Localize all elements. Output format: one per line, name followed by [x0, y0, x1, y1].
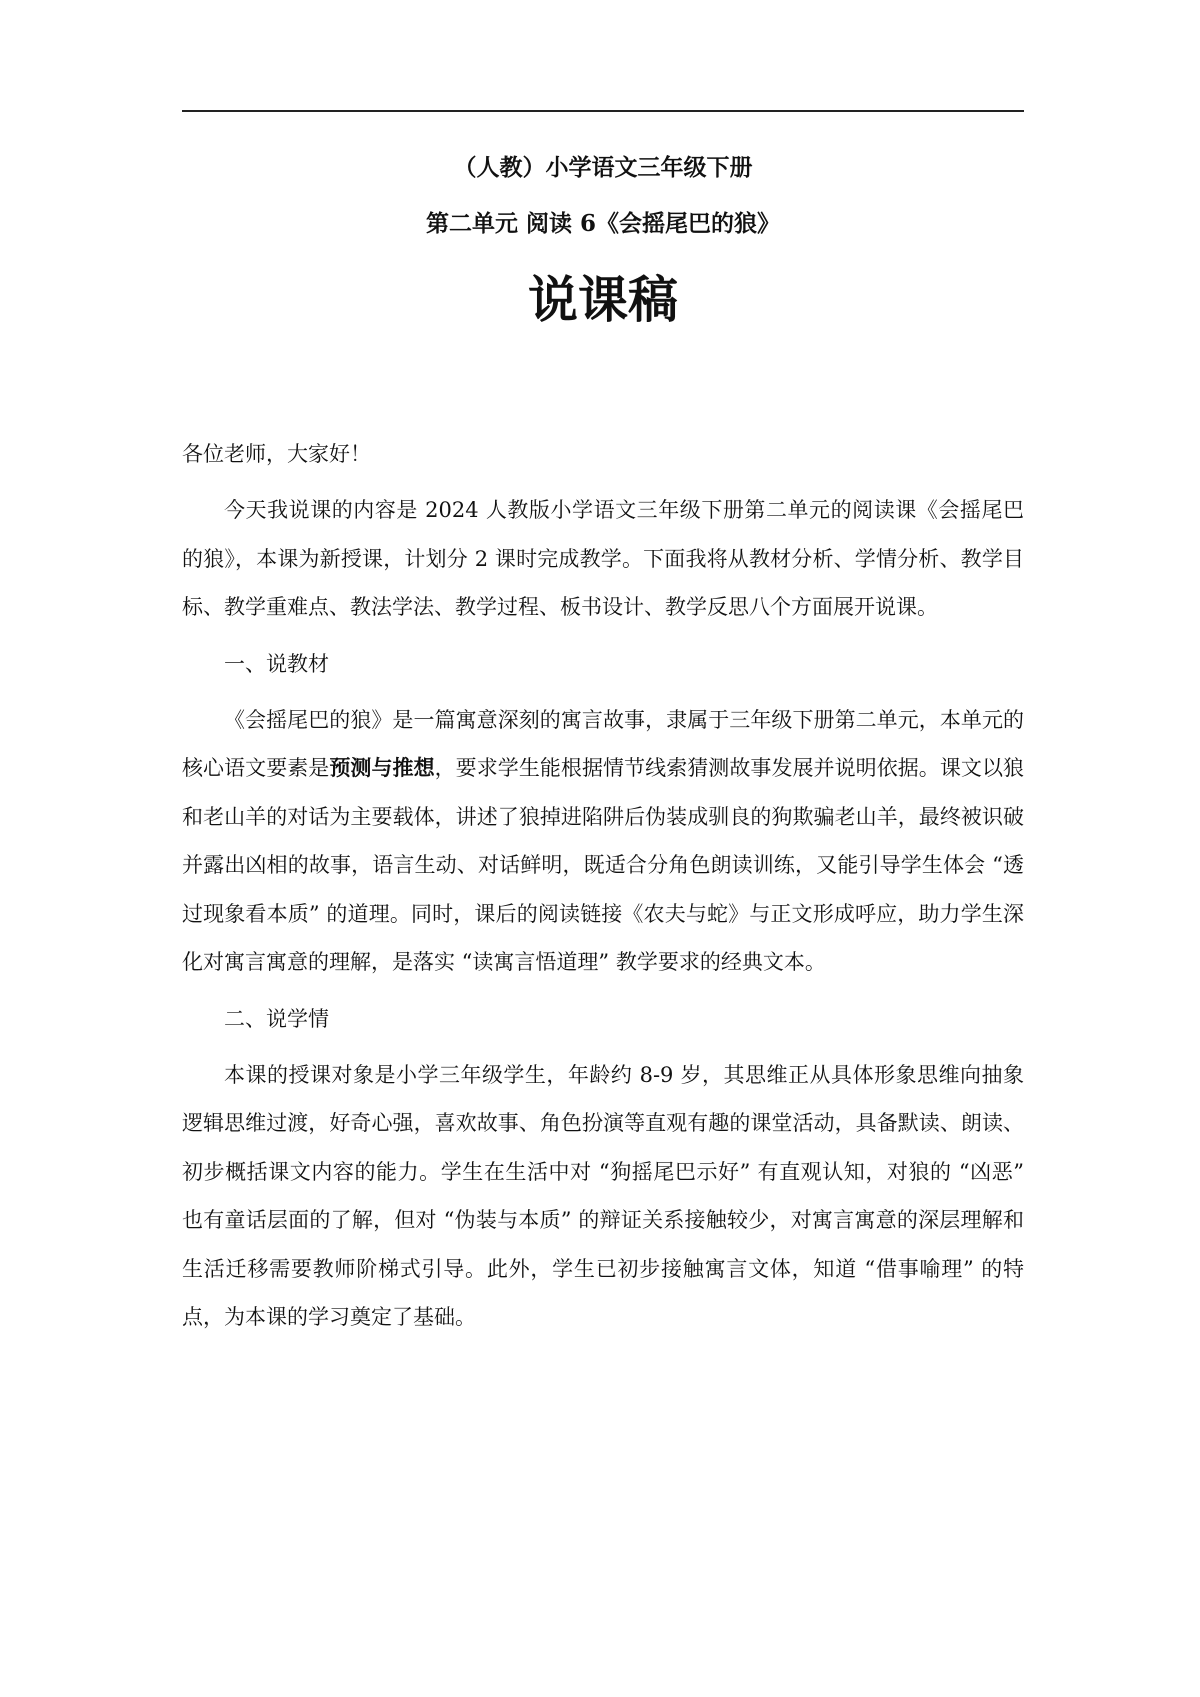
- document-title: 说课稿: [528, 270, 678, 329]
- header-rule: [182, 110, 1024, 112]
- salutation: 各位老师，大家好！: [182, 442, 371, 466]
- intro-paragraph: 今天我说课的内容是 2024 人教版小学语文三年级下册第二单元的阅读课《会摇尾巴的狼》，本课为新授课，计划分 2 课时完成教学。下面我将从教材分析、学情分析、教学目标、教学重难点、教法学法、教学过程、板书设计、教学反思八个方面展开说课。: [182, 498, 1024, 619]
- section-heading-textbook: 一、说教材: [224, 651, 329, 676]
- section-heading-students: 二、说学情: [224, 1006, 329, 1031]
- lesson-line: 第二单元 阅读 6《会摇尾巴的狼》: [425, 210, 781, 237]
- document-page: [182, 148, 1024, 1342]
- textbook-text-part1: 《会摇尾巴的狼》是一篇寓意深刻的寓言故事，隶属于三年级下册第二单元，本单元的核心语文要素是: [182, 707, 1024, 780]
- textbook-paragraph: [182, 696, 1024, 987]
- key-element-bold: 预测与推想: [329, 755, 435, 780]
- course-line: （人教）小学语文三年级下册: [453, 154, 753, 181]
- textbook-text-part2: ，要求学生能根据情节线索猜测故事发展并说明依据。课文以狼和老山羊的对话为主要载体，讲述了狼掉进陷阱后伪装成驯良的狗欺骗老山羊，最终被识破并露出凶相的故事，语言生动、对话鲜明，既适合分角色朗读训练，又能引导学生体会 “透过现象看本质” 的道理。同时，课后的阅读链接《农夫与蛇》与正文形成呼应，助力学生深化对寓言寓意的理解，是落实 “读寓言悟道理” 教学要求的经典文本。: [182, 756, 1025, 974]
- students-paragraph: 本课的授课对象是小学三年级学生，年龄约 8-9 岁，其思维正从具体形象思维向抽象逻辑思维过渡，好奇心强，喜欢故事、角色扮演等直观有趣的课堂活动，具备默读、朗读、初步概括课文内容的能力。学生在生活中对 “狗摇尾巴示好” 有直观认知，对狼的 “凶恶” 也有童话层面的了解，但对 “伪装与本质” 的辩证关系接触较少，对寓言寓意的深层理解和生活迁移需要教师阶梯式引导。此外，学生已初步接触寓言文体，知道 “借事喻理” 的特点，为本课的学习奠定了基础。: [182, 1062, 1024, 1329]
